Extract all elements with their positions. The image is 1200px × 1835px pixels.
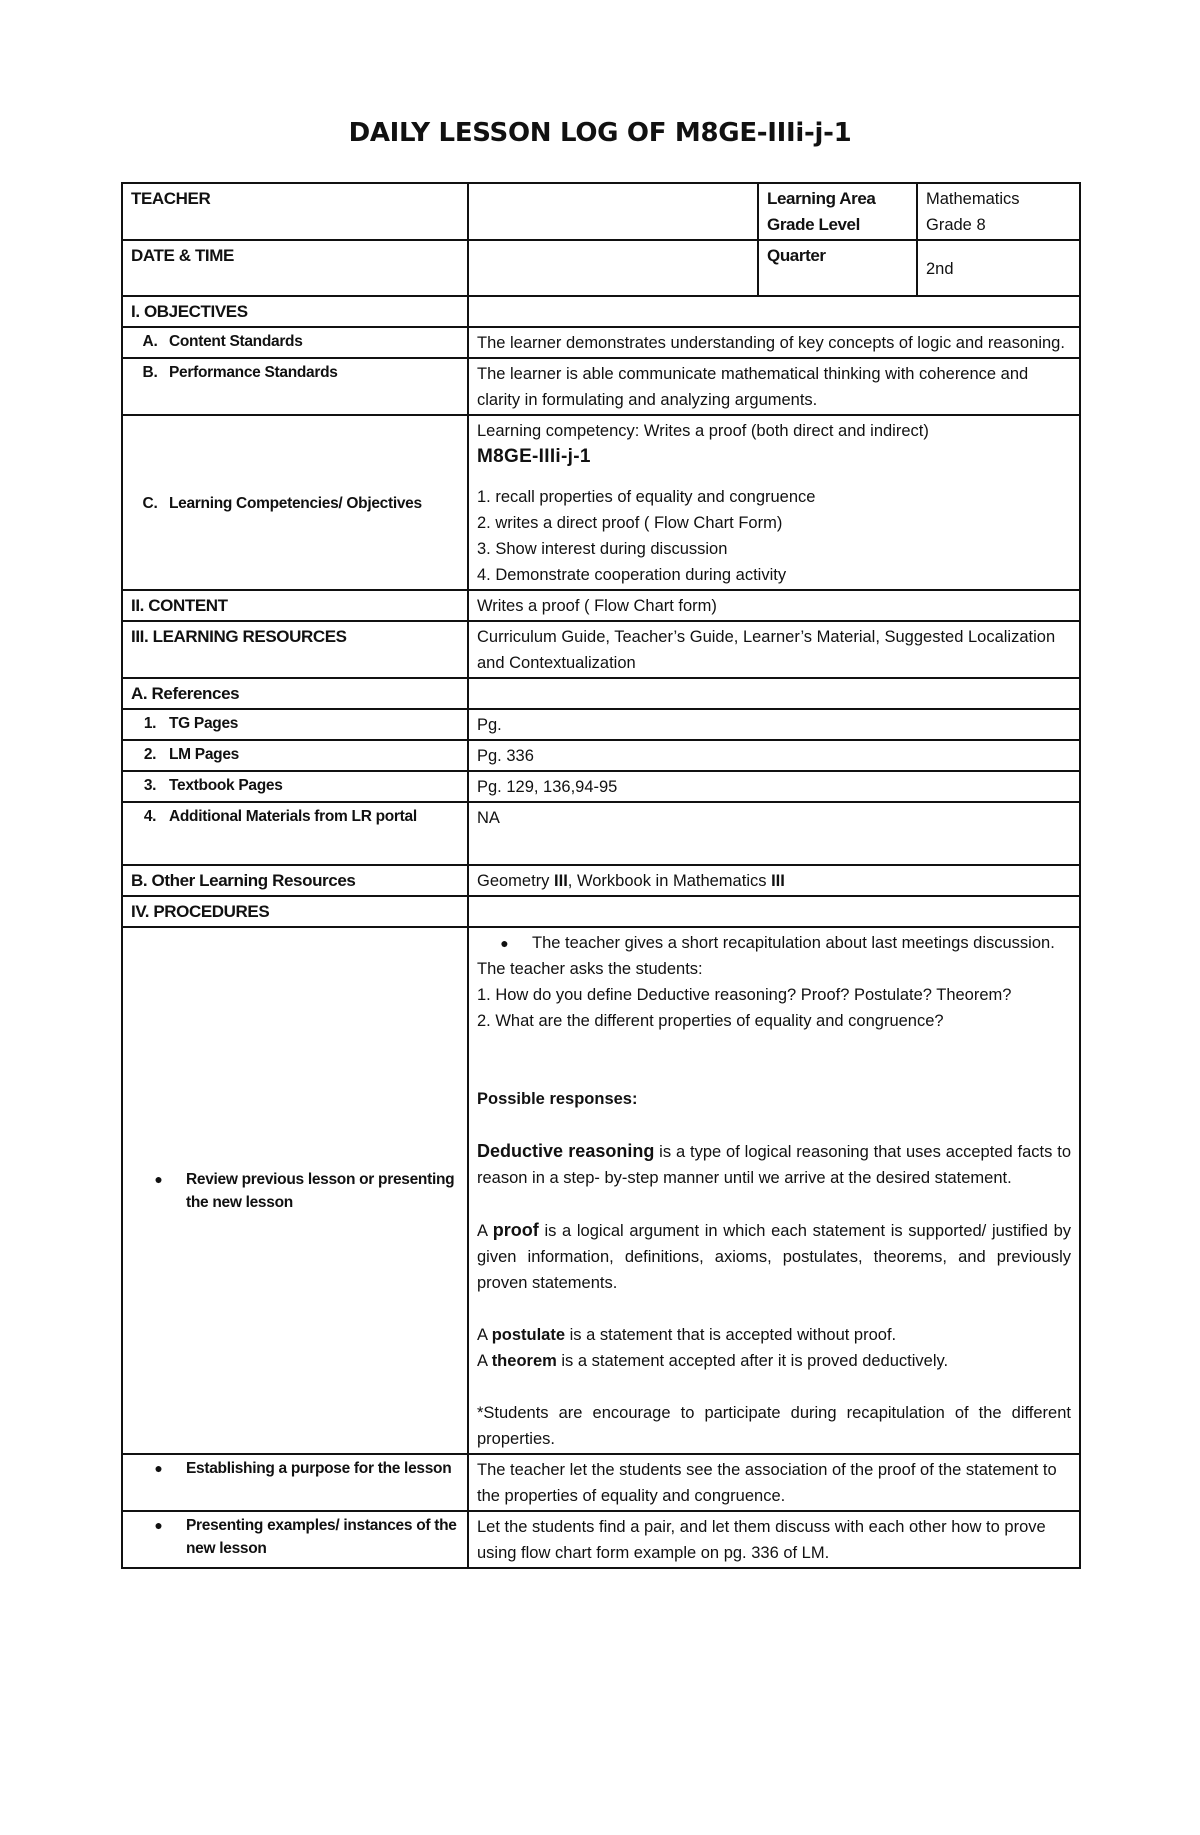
- other-resources-row: [122, 865, 1080, 896]
- bullet-icon: ●: [154, 1171, 163, 1187]
- theorem-definition: A theorem is a statement accepted after it is proved deductively.: [477, 1352, 949, 1370]
- examples-label: Presenting examples/ instances of the new lesson: [186, 1517, 457, 1557]
- content-standards-label-cell: [122, 327, 468, 358]
- learning-resources-value: Curriculum Guide, Teacher’s Guide, Learner’s Material, Suggested Localization and Contextualization: [468, 621, 1080, 678]
- other-resources-value: Geometry III, Workbook in Mathematics III: [468, 865, 1080, 896]
- performance-standards-value: The learner is able communicate mathematical thinking with coherence and clarity in formulating and analyzing arguments.: [468, 358, 1080, 415]
- content-standards-value: The learner demonstrates understanding of key concepts of logic and reasoning.: [468, 327, 1080, 358]
- tg-pages-value: Pg.: [468, 709, 1080, 740]
- learning-area-grade-value: [917, 183, 1080, 240]
- objective-item: 1. recall properties of equality and congruence: [477, 488, 816, 506]
- date-time-label: DATE & TIME: [122, 240, 468, 296]
- teacher-label: TEACHER: [122, 183, 468, 240]
- performance-standards-row: [122, 358, 1080, 415]
- lm-pages-label-cell: [122, 740, 468, 771]
- deductive-definition: Deductive reasoning is a type of logical reasoning that uses accepted facts to reason in a step- by-step manner until we arrive at the desired statement.: [477, 1141, 1071, 1187]
- references-empty: [468, 678, 1080, 709]
- competency-code: M8GE-IIIi-j-1: [477, 446, 591, 467]
- item-number: 2.: [143, 746, 157, 763]
- teacher-value: [468, 183, 758, 240]
- bullet-icon: ●: [154, 1460, 163, 1476]
- lm-pages-row: [122, 740, 1080, 771]
- postulate-definition: A postulate is a statement that is accepted without proof.: [477, 1326, 897, 1344]
- review-row: [122, 927, 1080, 1454]
- other-resources-label: B. Other Learning Resources: [122, 865, 468, 896]
- grade-level-value: Grade 8: [926, 216, 986, 234]
- content-row: [122, 590, 1080, 621]
- additional-materials-label: Additional Materials from LR portal: [169, 808, 417, 825]
- objectives-label: I. OBJECTIVES: [122, 296, 468, 327]
- textbook-pages-label: Textbook Pages: [169, 777, 283, 794]
- bullet-icon: ●: [500, 935, 509, 951]
- item-number: 3.: [143, 777, 157, 794]
- textbook-pages-value: Pg. 129, 136,94-95: [468, 771, 1080, 802]
- date-time-row: [122, 240, 1080, 296]
- additional-materials-row: [122, 802, 1080, 865]
- item-number: 4.: [143, 808, 157, 825]
- learning-area-value: Mathematics: [926, 190, 1020, 208]
- textbook-pages-label-cell: [122, 771, 468, 802]
- objective-item: 3. Show interest during discussion: [477, 540, 728, 558]
- letter-a: A.: [142, 333, 158, 350]
- learning-competencies-row: [122, 415, 1080, 590]
- teacher-row: [122, 183, 1080, 240]
- tg-pages-label-cell: [122, 709, 468, 740]
- purpose-value: The teacher let the students see the association of the proof of the statement to the properties of equality and congruence.: [468, 1454, 1080, 1511]
- objective-item: 4. Demonstrate cooperation during activity: [477, 566, 787, 584]
- letter-c: C.: [142, 494, 158, 512]
- grade-level-label: Grade Level: [767, 215, 860, 234]
- performance-standards-label: Performance Standards: [169, 364, 338, 381]
- objectives-row: [122, 296, 1080, 327]
- additional-materials-value: NA: [468, 802, 1080, 865]
- lm-pages-label: LM Pages: [169, 746, 239, 763]
- examples-label-cell: [122, 1511, 468, 1568]
- date-time-value: [468, 240, 758, 296]
- content-value: Writes a proof ( Flow Chart form): [468, 590, 1080, 621]
- examples-row: [122, 1511, 1080, 1568]
- learning-competencies-label-cell: [122, 415, 468, 590]
- purpose-row: [122, 1454, 1080, 1511]
- references-row: [122, 678, 1080, 709]
- content-label: II. CONTENT: [122, 590, 468, 621]
- content-standards-label: Content Standards: [169, 333, 303, 350]
- item-number: 1.: [143, 715, 157, 732]
- examples-value: Let the students find a pair, and let them discuss with each other how to prove using flow chart form example on pg. 336 of LM.: [468, 1511, 1080, 1568]
- review-content: [468, 927, 1080, 1454]
- recap-text: The teacher gives a short recapitulation about last meetings discussion.: [532, 934, 1055, 952]
- review-label-cell: [122, 927, 468, 1454]
- quarter-value: 2nd: [917, 240, 1080, 296]
- bullet-icon: ●: [154, 1517, 163, 1533]
- content-standards-row: [122, 327, 1080, 358]
- question-2: 2. What are the different properties of equality and congruence?: [477, 1012, 944, 1030]
- textbook-pages-row: [122, 771, 1080, 802]
- review-label: Review previous lesson or presenting the new lesson: [186, 1171, 455, 1211]
- references-label: A. References: [122, 678, 468, 709]
- question-1: 1. How do you define Deductive reasoning? Proof? Postulate? Theorem?: [477, 986, 1012, 1004]
- asks-text: The teacher asks the students:: [477, 960, 703, 978]
- learning-area-grade-label: [758, 183, 917, 240]
- lesson-log-table: [121, 182, 1081, 1569]
- page-title: DAILY LESSON LOG OF M8GE-IIIi-j-1: [348, 118, 852, 148]
- tg-pages-label: TG Pages: [169, 715, 239, 732]
- competency-text: Learning competency: Writes a proof (both direct and indirect): [477, 422, 929, 440]
- performance-standards-label-cell: [122, 358, 468, 415]
- possible-responses-label: Possible responses:: [477, 1090, 638, 1108]
- procedures-empty: [468, 896, 1080, 927]
- objective-item: 2. writes a direct proof ( Flow Chart Form): [477, 514, 783, 532]
- learning-resources-label: III. LEARNING RESOURCES: [122, 621, 468, 678]
- procedures-row: [122, 896, 1080, 927]
- letter-b: B.: [142, 364, 158, 381]
- objectives-empty: [468, 296, 1080, 327]
- additional-materials-label-cell: [122, 802, 468, 865]
- proof-definition: A proof is a logical argument in which each statement is supported/ justified by given information, definitions, axioms, postulates, theorems, and previously proven statements.: [477, 1220, 1071, 1292]
- learning-area-label: Learning Area: [767, 189, 876, 208]
- purpose-label: Establishing a purpose for the lesson: [186, 1460, 452, 1477]
- purpose-label-cell: [122, 1454, 468, 1511]
- procedures-label: IV. PROCEDURES: [122, 896, 468, 927]
- students-note: *Students are encourage to participate during recapitulation of the different properties.: [477, 1404, 1071, 1448]
- quarter-label: Quarter: [758, 240, 917, 296]
- learning-competencies-value: [468, 415, 1080, 590]
- learning-resources-row: [122, 621, 1080, 678]
- tg-pages-row: [122, 709, 1080, 740]
- lm-pages-value: Pg. 336: [468, 740, 1080, 771]
- learning-competencies-label: Learning Competencies/ Objectives: [169, 494, 422, 512]
